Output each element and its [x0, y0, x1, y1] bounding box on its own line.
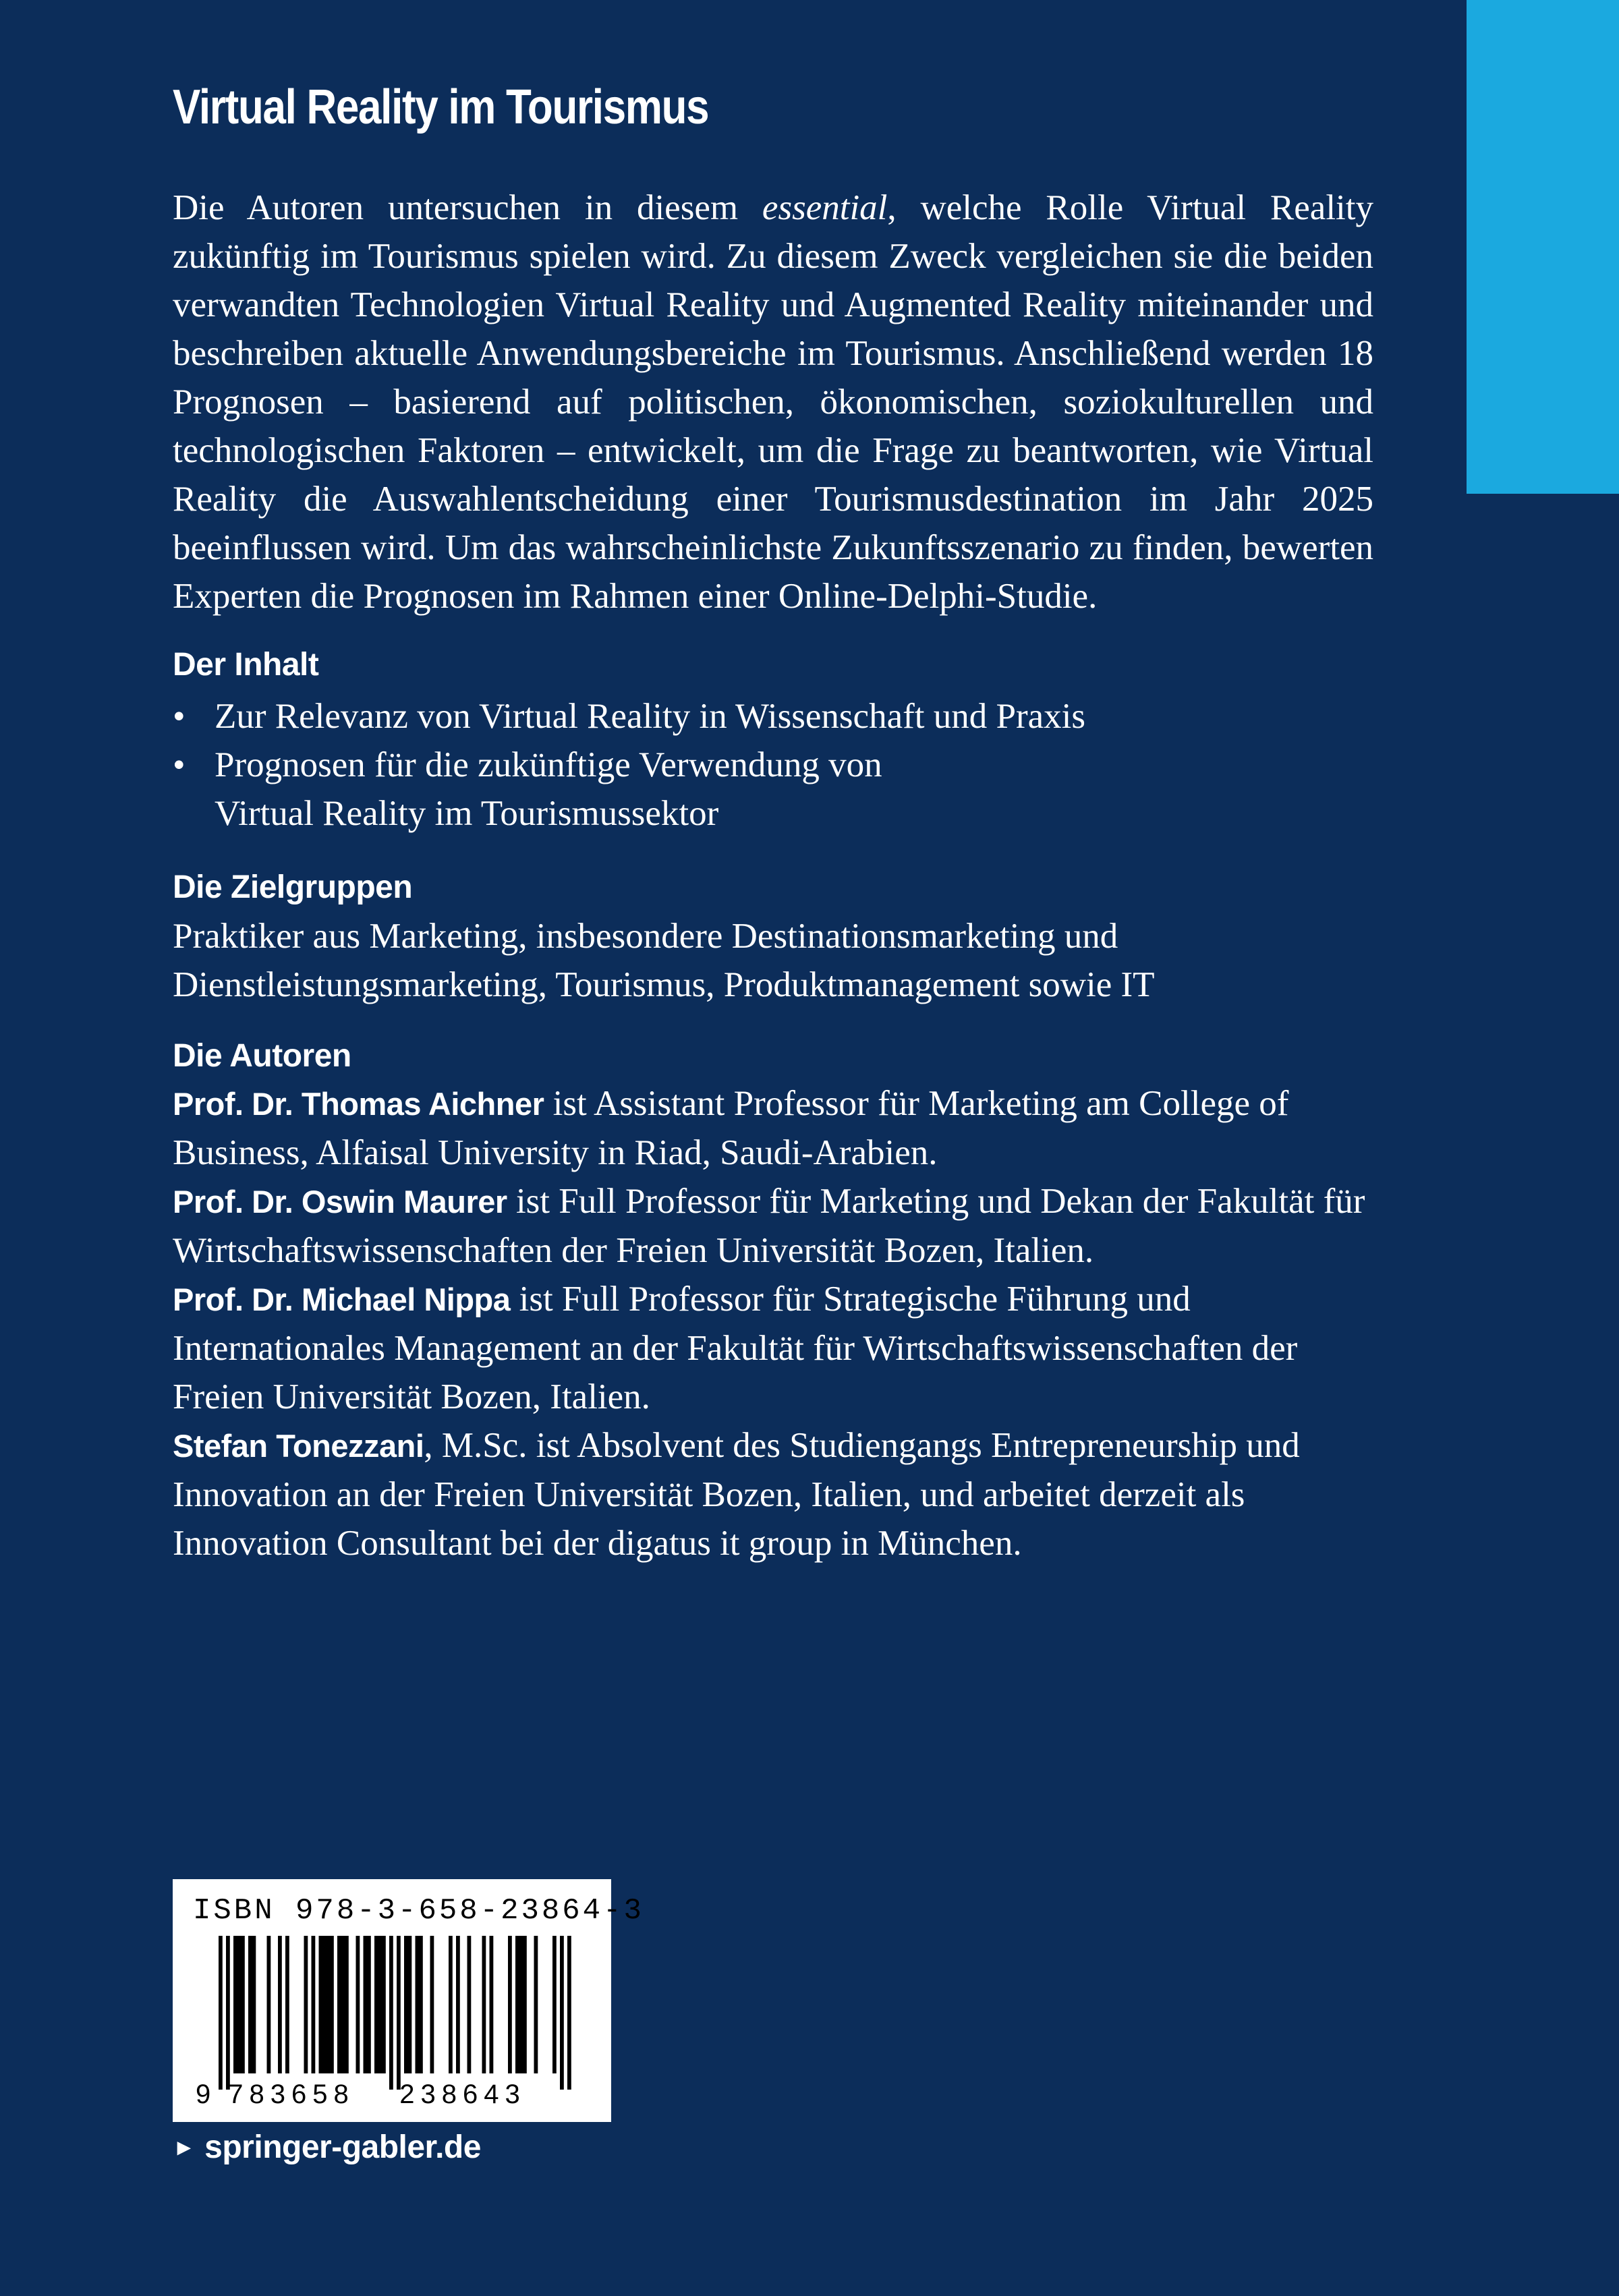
book-title: Virtual Reality im Tourismus [173, 80, 709, 134]
barcode-bar [237, 1936, 242, 2073]
autoren-heading: Die Autoren [173, 1038, 351, 1074]
barcode-bar [456, 1936, 460, 2073]
barcode-bar [367, 1936, 371, 2073]
author-entry [173, 1421, 1373, 1568]
bullet-icon: • [173, 745, 186, 784]
barcode-right-digits: 238643 [399, 2079, 526, 2109]
author-bio: , M.Sc. ist Absolvent des Studiengangs Entrepreneurship und Innovation an der Freien Universität Bozen, Italien, und arbeitet derzeit als Innovation Consultant bei der digatus it group in München. [173, 1426, 1300, 1563]
inhalt-item-text: Zur Relevanz von Virtual Reality in Wissenschaft und Praxis [215, 697, 1085, 736]
barcode-bar [337, 1936, 341, 2073]
publisher-link[interactable] [173, 2129, 481, 2166]
bullet-icon: • [173, 697, 186, 736]
barcode-bar [233, 1936, 237, 2073]
intro-text-italic: essential [762, 188, 888, 227]
barcode-graphic [173, 1879, 611, 2122]
cyan-accent-bar [1467, 0, 1619, 494]
author-entry [173, 1177, 1373, 1275]
barcode-bar [534, 1936, 538, 2073]
back-cover-content [173, 183, 1373, 1568]
intro-text-start: Die Autoren untersuchen in diesem [173, 188, 762, 227]
barcode-bar [322, 1936, 326, 2073]
barcode-bars [219, 1936, 571, 2090]
barcode-bar [330, 1936, 334, 2073]
barcode-bar [515, 1936, 519, 2073]
barcode-bar [408, 1936, 412, 2073]
author-name: Stefan Tonezzani [173, 1428, 424, 1464]
barcode-guard-bar [560, 1936, 564, 2090]
barcode-bar [378, 1936, 382, 2073]
author-bio: ist Full Professor für Marketing und Dekan der Fakultät für Wirtschaftswissenschaften der Freien Universität Bozen, Italien. [173, 1182, 1365, 1270]
barcode-bar [356, 1936, 360, 2073]
isbn-barcode [173, 1879, 644, 2122]
barcode-bar [519, 1936, 523, 2073]
barcode-guard-bar [389, 1936, 393, 2090]
barcode-bar [482, 1936, 486, 2073]
arrow-right-icon: ► [173, 2135, 196, 2160]
barcode-bar [382, 1936, 386, 2073]
barcode-bar [241, 1936, 245, 2073]
barcode-bar [490, 1936, 494, 2073]
author-name: Prof. Dr. Michael Nippa [173, 1282, 511, 1317]
barcode-guard-bar [567, 1936, 571, 2090]
intro-text-rest: , welche Rolle Virtual Reality zukünftig im Tourismus spielen wird. Zu diesem Zweck vergleichen sie die beiden verwandten Technologien Virtual Reality und Augmented Reality miteinander und beschreiben aktuelle Anwendungsbereiche im Tourismus. Anschließend werden 18 Prognosen – basierend auf politischen, ökonomischen, soziokulturellen und technologischen Faktoren – entwickelt, um die Frage zu beantworten, wie Virtual Reality die Auswahlentscheidung einer Tourismusdestination im Jahr 2025 beeinflussen wird. Um das wahrscheinlichste Zukunftsszenario zu finden, bewerten Experten die Prognosen im Rahmen einer Online-Delphi-Studie. [173, 188, 1373, 616]
barcode-bar [278, 1936, 282, 2073]
barcode-bar [267, 1936, 271, 2073]
author-entry [173, 1079, 1373, 1177]
list-item [173, 741, 1373, 838]
publisher-url: springer-gabler.de [204, 2129, 481, 2165]
inhalt-heading: Der Inhalt [173, 647, 319, 683]
barcode-bar [374, 1936, 378, 2073]
zielgruppen-text: Praktiker aus Marketing, insbesondere Destinationsmarketing und Dienstleistungsmarketing, Tourismus, Produktmanagement sowie IT [173, 917, 1155, 1004]
barcode-bar [404, 1936, 408, 2073]
barcode-bar [326, 1936, 331, 2073]
barcode-bar [304, 1936, 308, 2073]
barcode-bar [523, 1936, 527, 2073]
barcode-left-digits: 783658 [228, 2079, 355, 2109]
author-name: Prof. Dr. Thomas Aichner [173, 1086, 544, 1122]
barcode-bar [319, 1936, 323, 2073]
barcode-bar [252, 1936, 256, 2073]
intro-paragraph [173, 183, 1373, 621]
barcode-bar [449, 1936, 453, 2073]
barcode-bar [552, 1936, 557, 2073]
inhalt-list [173, 692, 1373, 838]
barcode-bar [430, 1936, 434, 2073]
barcode-bar [364, 1936, 368, 2073]
author-bio: ist Full Professor für Strategische Führung und Internationales Management an der Fakultät für Wirtschaftswissenschaften der Freien Universität Bozen, Italien. [173, 1280, 1298, 1416]
barcode-bar [345, 1936, 349, 2073]
list-item [173, 692, 1373, 741]
barcode-guard-bar [226, 1936, 230, 2090]
barcode-bar [467, 1936, 472, 2073]
barcode-bar [248, 1936, 252, 2073]
barcode-bar [416, 1936, 420, 2073]
barcode-bar [312, 1936, 316, 2073]
barcode-bar [419, 1936, 423, 2073]
author-entry [173, 1275, 1373, 1421]
isbn-label: ISBN 978-3-658-23864-3 [193, 1894, 644, 1928]
barcode-bar [285, 1936, 289, 2073]
inhalt-item-text: Prognosen für die zukünftige Verwendung von Virtual Reality im Tourismussektor [215, 745, 882, 833]
author-bio: ist Assistant Professor für Marketing am College of Business, Alfaisal University in Riad, Saudi-Arabien. [173, 1084, 1289, 1172]
barcode-lead-digit: 9 [196, 2079, 211, 2109]
author-name: Prof. Dr. Oswin Maurer [173, 1184, 507, 1219]
barcode-bar [508, 1936, 512, 2073]
zielgruppen-heading: Die Zielgruppen [173, 869, 413, 905]
barcode-guard-bar [219, 1936, 223, 2090]
barcode-bar [341, 1936, 345, 2073]
barcode-guard-bar [397, 1936, 401, 2090]
